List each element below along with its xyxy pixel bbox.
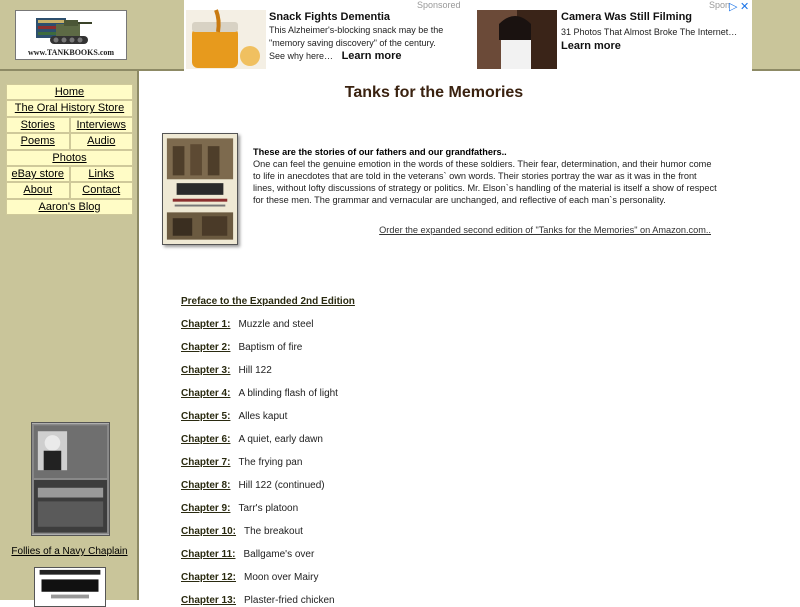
nav-contact[interactable]: Contact [70, 182, 134, 198]
chapter-item [181, 526, 303, 537]
chapter-title: The breakout [244, 526, 303, 537]
intro-body: One can feel the genuine emotion in the words of these soldiers. Their fear, determination, and their humor come to life in anecdotes that are told in the veterans` own words. Their stories portray the war as it was in the front lines, without lofty discussions of strategy or politics. Mr. Elson`s handling of the material is itself a show of respect for these men. The grammar and vernacular are unchanged, and reflective of each man`s personality. [253, 159, 717, 205]
nav-stories[interactable]: Stories [6, 117, 70, 133]
nav-poems[interactable]: Poems [6, 133, 70, 149]
ad-left-body [269, 24, 454, 63]
intro-text-block [253, 146, 718, 206]
adchoices-icon[interactable]: ▷ [729, 1, 738, 13]
nav-aarons-blog[interactable]: Aaron's Blog [6, 199, 133, 215]
navy-chaplain-book-cover[interactable] [31, 422, 110, 536]
ad-left-image[interactable] [186, 10, 266, 69]
chapter-item [181, 457, 302, 468]
nav-interviews[interactable]: Interviews [70, 117, 134, 133]
sidebar [0, 71, 139, 600]
chapter-item [181, 411, 287, 422]
chapter-title: The frying pan [238, 457, 303, 468]
chapter-item [181, 572, 318, 583]
chapter-link[interactable]: Chapter 13: [181, 595, 237, 606]
page-title: Tanks for the Memories [344, 84, 524, 101]
ad-sponsored-label-right: Spon [709, 0, 731, 10]
chapter-title: Baptism of fire [238, 342, 303, 353]
ad-sponsored-label: Sponsored [417, 0, 461, 10]
chapter-title: A quiet, early dawn [238, 434, 323, 445]
chapter-item [181, 480, 325, 491]
tanks-book-cover-thumbnail[interactable] [34, 567, 106, 607]
chapter-item [181, 503, 298, 514]
chapter-title: Hill 122 (continued) [238, 480, 325, 491]
chapter-item [181, 319, 314, 330]
nav-about[interactable]: About [6, 182, 70, 198]
chapter-item [181, 549, 314, 560]
chapter-link[interactable]: Chapter 6: [181, 434, 231, 445]
chapter-link[interactable]: Chapter 8: [181, 480, 231, 491]
nav-ebay-store[interactable]: eBay store [6, 166, 70, 182]
order-amazon-link[interactable]: Order the expanded second edition of "Tanks for the Memories" on Amazon.com.. [379, 225, 711, 235]
close-icon[interactable]: ✕ [740, 1, 750, 13]
chapter-title: Alles kaput [238, 411, 288, 422]
chapter-link[interactable]: Chapter 3: [181, 365, 231, 376]
tank-logo-icon [34, 14, 94, 48]
ad-right-text: 31 Photos That Almost Broke The Internet… [561, 27, 738, 37]
nav-audio[interactable]: Audio [70, 133, 134, 149]
nav-home[interactable]: Home [6, 84, 133, 100]
tanks-book-cover[interactable] [162, 133, 238, 245]
preface-link[interactable]: Preface to the Expanded 2nd Edition [181, 296, 355, 307]
chapter-item [181, 365, 272, 376]
chapter-title: Ballgame's over [243, 549, 315, 560]
chapter-title: Hill 122 [238, 365, 272, 376]
chapter-item [181, 342, 302, 353]
tankbooks-logo[interactable] [15, 10, 127, 60]
sidebar-nav [6, 84, 133, 215]
nav-photos[interactable]: Photos [6, 150, 133, 166]
chapter-link[interactable]: Chapter 12: [181, 572, 237, 583]
logo-caption: www.TANKBOOKS.com [27, 48, 115, 57]
intro-heading: These are the stories of our fathers and our grandfathers.. [253, 147, 507, 157]
ad-left-text: This Alzheimer's-blocking snack may be the "memory saving discovery" of the century. See why here… [269, 25, 444, 61]
chapter-link[interactable]: Chapter 11: [181, 549, 236, 560]
chapter-link[interactable]: Chapter 5: [181, 411, 231, 422]
ad-left-title[interactable]: Snack Fights Dementia [269, 11, 391, 23]
ad-right-image[interactable] [477, 10, 557, 69]
chapter-item [181, 388, 338, 399]
chapter-title: A blinding flash of light [238, 388, 338, 399]
chapter-link[interactable]: Chapter 7: [181, 457, 231, 468]
chapter-item [181, 595, 335, 606]
chapter-link[interactable]: Chapter 9: [181, 503, 231, 514]
chapter-title: Muzzle and steel [238, 319, 314, 330]
chapter-title: Plaster-fried chicken [244, 595, 335, 606]
ad-left-learn-more[interactable]: Learn more [341, 50, 402, 62]
navy-chaplain-book-link[interactable]: Follies of a Navy Chaplain [11, 546, 128, 557]
chapter-title: Moon over Mairy [244, 572, 319, 583]
chapter-title: Tarr's platoon [238, 503, 299, 514]
ad-right-title[interactable]: Camera Was Still Filming [561, 11, 693, 23]
chapter-link[interactable]: Chapter 10: [181, 526, 237, 537]
nav-oral-history-store[interactable]: The Oral History Store [6, 100, 133, 116]
chapter-item [181, 434, 323, 445]
ad-right-learn-more[interactable]: Learn more [561, 40, 621, 52]
chapter-link[interactable]: Chapter 2: [181, 342, 231, 353]
nav-links[interactable]: Links [70, 166, 134, 182]
chapter-link[interactable]: Chapter 1: [181, 319, 231, 330]
chapter-link[interactable]: Chapter 4: [181, 388, 231, 399]
ad-banner[interactable] [184, 0, 752, 71]
